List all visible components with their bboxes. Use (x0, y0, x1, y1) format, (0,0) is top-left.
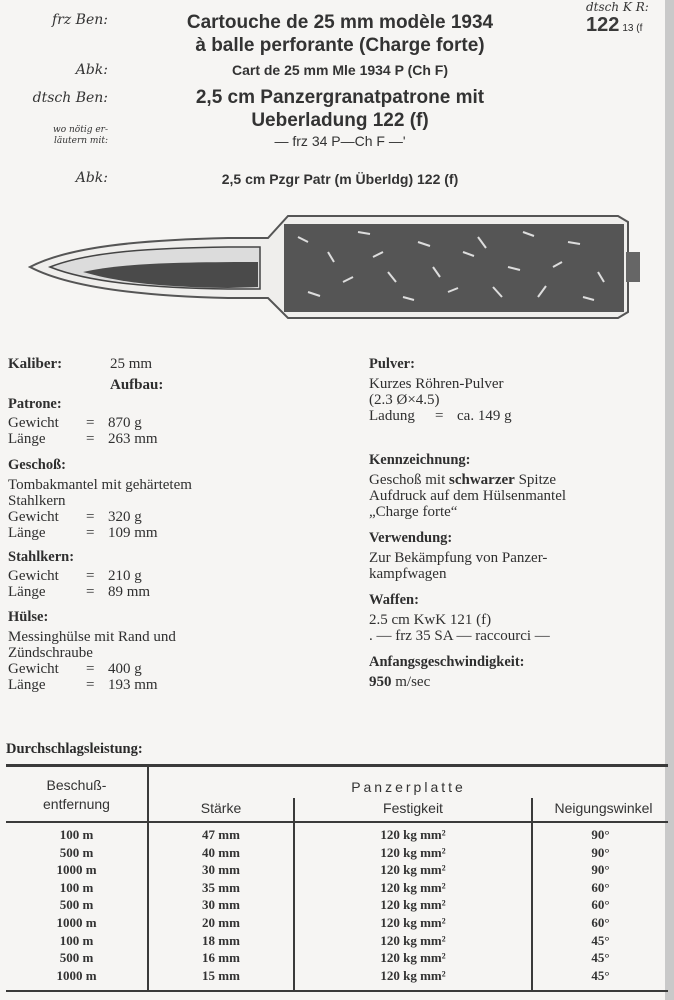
header-range-line2: entfernung (43, 796, 110, 812)
geschoss-desc-line1: Tombakmantel mit gehärtetem (8, 477, 192, 493)
french-name-line2: à balle perforante (Charge forte) (195, 35, 485, 56)
kaliber-label: Kaliber: (8, 356, 63, 372)
cell-strength: 120 kg mm² (380, 897, 446, 913)
cell-range: 500 m (59, 844, 94, 860)
cell-range: 100 m (59, 827, 94, 842)
header-panzerplatte: Panzerplatte (351, 779, 466, 795)
header-range-line1: Beschuß- (46, 777, 107, 793)
verwendung-line2: kampfwagen (369, 566, 447, 582)
cell-angle: 45° (591, 932, 610, 948)
stahlkern-gewicht-label: Gewicht (8, 568, 59, 584)
cell-angle: 45° (591, 950, 610, 966)
cell-thickness: 35 mm (202, 879, 240, 895)
cell-angle: 45° (591, 967, 610, 983)
waffen-line2: . — frz 35 SA — raccourci — (369, 628, 550, 644)
ladung-value: ca. 149 g (457, 408, 512, 424)
cell-range: 1000 m (56, 967, 97, 983)
cell-range: 100 m (59, 932, 94, 948)
cartridge-cross-section-illustration (28, 212, 664, 322)
left-column: Kaliber: 25 mm Aufbau: Patrone: Gewicht = 870 g Länge = 263 mm Geschoß: Tombakmantel mit gehärtetem Stahlkern Gewicht = 320 g Länge = 109 mm Stahlkern: Gewicht = 210 g Länge = 89 mm Hülse: Messinghülse mit Rand und Zündschraube Gewicht = 400 g Länge = 193 mm (8, 356, 338, 693)
cell-angle: 90° (591, 862, 610, 878)
table-bottom-rule (6, 990, 668, 992)
geschoss-laenge-value: 109 mm (108, 525, 158, 541)
cell-range: 500 m (59, 950, 94, 966)
cell-thickness: 18 mm (202, 932, 240, 948)
right-column: Pulver: Kurzes Röhren-Pulver (2.3 Ø×4.5) Ladung = ca. 149 g Kennzeichnung: Geschoß mit schwarzer Spitze Aufdruck auf dem Hülsenmantel „Charge forte“ Verwendung: Zur Bekämpfung von Panzer- kampfwagen Waffen: 2.5 cm KwK 121 (f) . — frz 35 SA — raccourci — Anfangsgeschwindigkeit: 950 m/sec (369, 356, 659, 690)
cell-thickness: 20 mm (202, 915, 240, 930)
v0-value: 950 (369, 674, 392, 690)
cell-range: 1000 m (56, 862, 97, 878)
huelse-desc-line1: Messinghülse mit Rand und (8, 629, 176, 645)
patrone-gewicht-value: 870 g (108, 415, 142, 431)
cell-angle: 90° (591, 827, 610, 842)
v0-row (369, 674, 659, 690)
explanation: — frz 34 P—Ch F —' (274, 133, 406, 149)
v0-heading: Anfangsgeschwindigkeit: (369, 654, 525, 670)
cell-strength: 120 kg mm² (380, 967, 446, 983)
stahlkern-heading: Stahlkern: (8, 549, 75, 565)
cell-thickness: 30 mm (202, 897, 240, 913)
huelse-gewicht-value: 400 g (108, 661, 142, 677)
label-abk-2: Abk: (75, 170, 108, 186)
kennzeichnung-line1 (369, 472, 659, 488)
german-name (130, 86, 550, 132)
label-frz-ben: frz Ben: (51, 12, 108, 28)
label-wo-noetig-line1: wo nötig er- (53, 125, 108, 135)
corner-reference (586, 0, 649, 37)
pulver-line1: Kurzes Röhren-Pulver (369, 376, 504, 392)
waffen-line1: 2.5 cm KwK 121 (f) (369, 612, 492, 628)
huelse-laenge-value: 193 mm (108, 677, 158, 693)
cell-thickness: 47 mm (202, 827, 240, 842)
geschoss-gewicht-label: Gewicht (8, 509, 59, 525)
cell-range: 500 m (59, 897, 94, 913)
header-angle: Neigungswinkel (554, 800, 653, 816)
cell-range: 100 m (59, 879, 94, 895)
huelse-gewicht-label: Gewicht (8, 661, 59, 677)
waffen-heading: Waffen: (369, 592, 419, 608)
cell-strength: 120 kg mm² (380, 932, 446, 948)
kaliber-value: 25 mm (110, 356, 153, 372)
french-name-line1: Cartouche de 25 mm modèle 1934 (186, 12, 494, 33)
huelse-desc-line2: Zündschraube (8, 645, 93, 661)
cell-strength: 120 kg mm² (380, 862, 446, 878)
ladung-label: Ladung (369, 408, 415, 424)
pulver-line2: (2.3 Ø×4.5) (369, 392, 440, 408)
huelse-heading: Hülse: (8, 609, 49, 625)
aufbau-heading: Aufbau: (110, 377, 164, 393)
patrone-laenge-value: 263 mm (108, 431, 158, 447)
penetration-title: Durchschlagsleistung: (6, 741, 143, 757)
patrone-gewicht-label: Gewicht (8, 415, 59, 431)
cell-thickness: 30 mm (202, 862, 240, 878)
corner-label: dtsch K R: (586, 0, 649, 14)
german-abbreviation: 2,5 cm Pzgr Patr (m Überldg) 122 (f) (221, 171, 459, 187)
label-dtsch-ben: dtsch Ben: (32, 90, 108, 106)
kennzeichnung-line1-pre: Geschoß mit (369, 472, 449, 488)
cell-strength: 120 kg mm² (380, 879, 446, 895)
stahlkern-laenge-label: Länge (8, 584, 46, 600)
kennzeichnung-line1-bold: schwarzer (449, 472, 515, 488)
cell-angle: 60° (591, 879, 610, 895)
header-thickness: Stärke (200, 800, 242, 816)
cell-angle: 60° (591, 915, 610, 930)
label-wo-noetig (0, 125, 108, 147)
german-name-line2: Ueberladung 122 (f) (251, 110, 429, 131)
verwendung-line1: Zur Bekämpfung von Panzer- (369, 550, 548, 566)
geschoss-desc-line2: Stahlkern (8, 493, 66, 509)
cell-thickness: 15 mm (202, 967, 240, 983)
cell-angle: 60° (591, 897, 610, 913)
cell-strength: 120 kg mm² (380, 915, 446, 930)
corner-number: 122 (586, 14, 620, 36)
label-abk-1: Abk: (75, 62, 108, 78)
french-abbreviation: Cart de 25 mm Mle 1934 P (Ch F) (231, 62, 449, 78)
kennzeichnung-heading: Kennzeichnung: (369, 452, 471, 468)
patrone-laenge-label: Länge (8, 431, 46, 447)
header-range (6, 776, 147, 814)
cell-strength: 120 kg mm² (380, 827, 446, 842)
corner-suffix: 13 (f (622, 23, 643, 34)
cell-thickness: 40 mm (202, 844, 240, 860)
kennzeichnung-line3: „Charge forte“ (369, 504, 458, 520)
geschoss-laenge-label: Länge (8, 525, 46, 541)
kennzeichnung-line1-post: Spitze (514, 472, 557, 488)
cell-strength: 120 kg mm² (380, 844, 446, 860)
cell-angle: 90° (591, 844, 610, 860)
v0-unit: m/sec (395, 674, 431, 690)
geschoss-gewicht-value: 320 g (108, 509, 142, 525)
header-strength: Festigkeit (383, 800, 443, 816)
verwendung-heading: Verwendung: (369, 530, 453, 546)
stahlkern-gewicht-value: 210 g (108, 568, 142, 584)
pulver-heading: Pulver: (369, 356, 415, 372)
cell-range: 1000 m (56, 915, 97, 930)
huelse-laenge-label: Länge (8, 677, 46, 693)
table-header-rule (6, 821, 668, 823)
cell-strength: 120 kg mm² (380, 950, 446, 966)
table-top-rule (6, 764, 668, 767)
kennzeichnung-line2: Aufdruck auf dem Hülsenmantel (369, 488, 567, 504)
french-name (130, 11, 550, 57)
stahlkern-laenge-value: 89 mm (108, 584, 151, 600)
patrone-heading: Patrone: (8, 396, 62, 412)
cell-thickness: 16 mm (202, 950, 240, 966)
label-wo-noetig-line2: läutern mit: (53, 136, 108, 146)
geschoss-heading: Geschoß: (8, 457, 66, 473)
german-name-line1: 2,5 cm Panzergranatpatrone mit (195, 87, 485, 108)
